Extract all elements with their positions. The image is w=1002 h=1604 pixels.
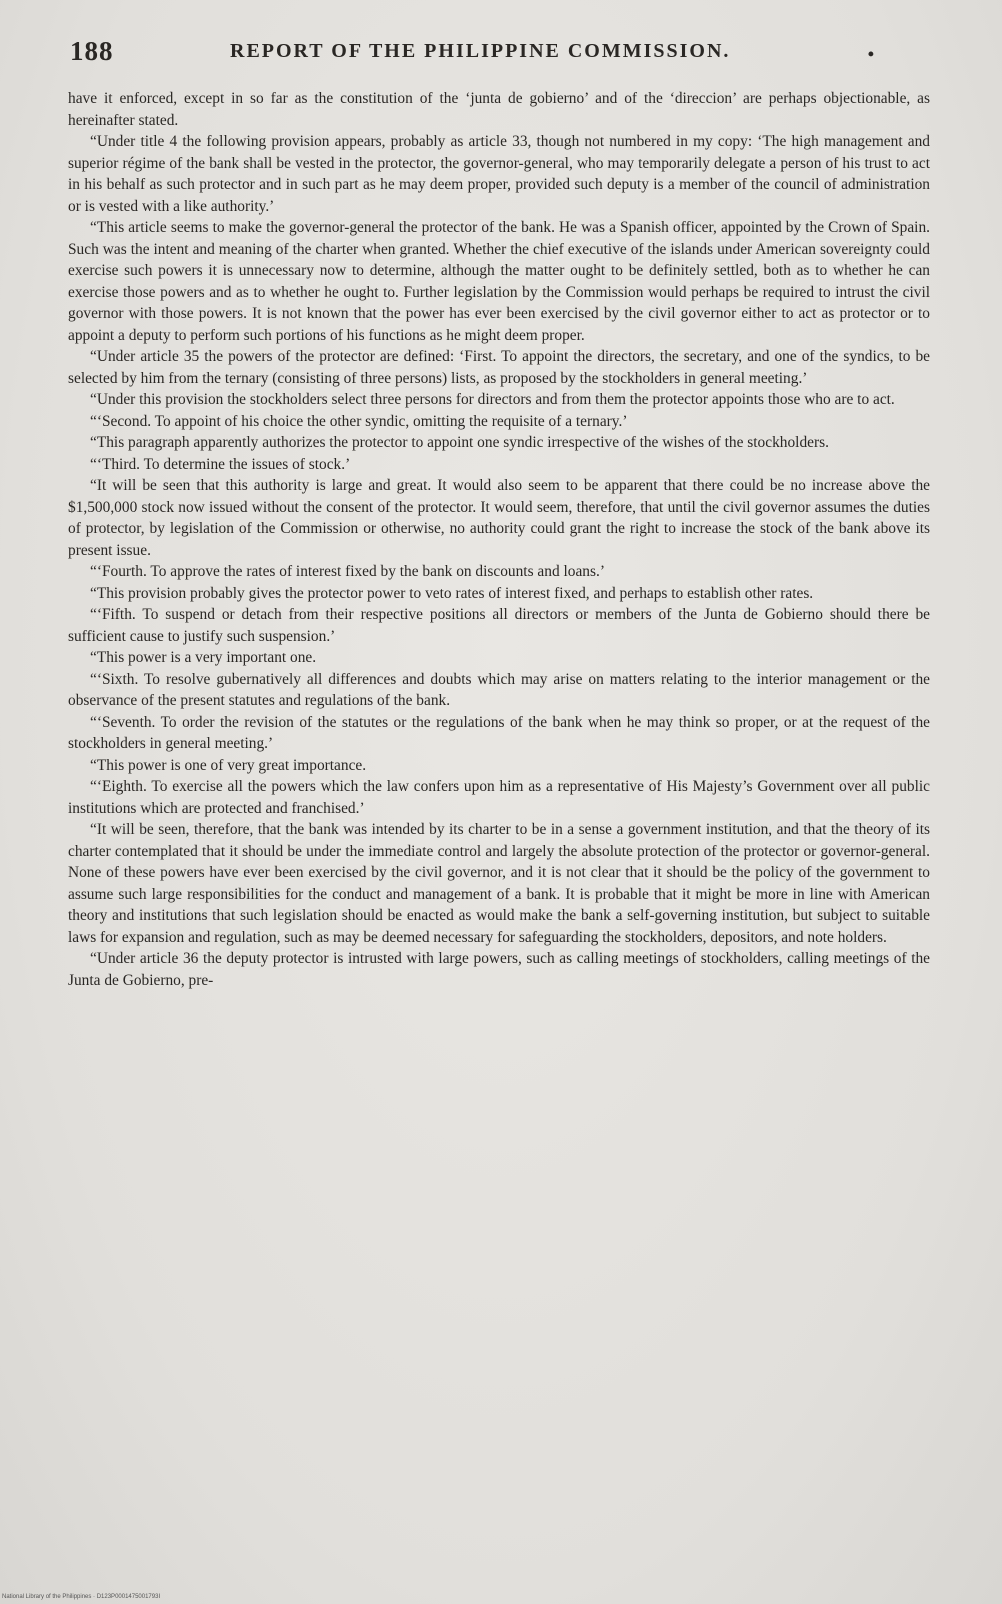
- paragraph-14: “‘Sixth. To resolve gubernatively all differences and doubts which may arise on matters relating to the interior management or the observance of the present statutes and regulations of the bank.: [68, 670, 930, 709]
- paragraph-5: “Under this provision the stockholders select three persons for directors and from them the protector appoints those who are to act.: [90, 391, 895, 408]
- page-header: [70, 36, 940, 76]
- page-number: 188: [70, 36, 114, 66]
- paragraph-4: “Under article 35 the powers of the protector are defined: ‘First. To appoint the directors, the secretary, and one of the syndics, to be selected by him from the ternary (consisting of three persons) lists, as proposed by the stockholders in general meeting.’: [68, 348, 930, 387]
- paragraph-16: “This power is one of very great importance.: [90, 756, 367, 774]
- paragraph-2: “Under title 4 the following provision appears, probably as article 33, though not numbered in my copy: ‘The high management and superior régime of the bank shall be vested in the protector, the governor-general, who may temporarily delegate a person of his trust to act in his behalf as such protector and in such part as he may deem proper, provided such deputy is a member of the council of administration or is vested with a like authority.’: [68, 133, 930, 215]
- paragraph-1: have it enforced, except in so far as the constitution of the ‘junta de gobierno’ and of the ‘direccion’ are perhaps objectionable, as hereinafter stated.: [68, 90, 930, 129]
- scan-footer: National Library of the Philippines · D123P0001475001793I: [2, 1594, 161, 1600]
- paragraph-6: “‘Second. To appoint of his choice the other syndic, omitting the requisite of a ternary.’: [90, 412, 628, 430]
- paragraph-13: “This power is a very important one.: [90, 649, 317, 666]
- paragraph-15: “‘Seventh. To order the revision of the statutes or the regulations of the bank when he may think so proper, or at the request of the stockholders in general meeting.’: [68, 713, 930, 752]
- paragraph-12: “‘Fifth. To suspend or detach from their respective positions all directors or members of the Junta de Gobierno should there be sufficient cause to justify such suspension.’: [68, 606, 930, 645]
- paragraph-10: “‘Fourth. To approve the rates of interest fixed by the bank on discounts and loans.’: [90, 563, 605, 580]
- corner-mark: •: [867, 44, 874, 64]
- body-text: [68, 88, 930, 991]
- paragraph-8: “‘Third. To determine the issues of stock.’: [90, 455, 351, 473]
- paragraph-11: “This provision probably gives the protector power to veto rates of interest fixed, and perhaps to establish other rates.: [90, 584, 814, 602]
- paragraph-18: “It will be seen, therefore, that the bank was intended by its charter to be in a sense a government institution, and that the theory of its charter contemplated that it should be under the immediate control and largely the absolute protection of the protector or governor-general. None of these powers have ever been exercised by the civil governor, and it is not clear that it should be the policy of the government to assume such large responsibilities for the conduct and management of a bank. It is probable that it might be more in line with American theory and institutions that such legislation should be enacted as would make the bank a self-governing institution, but subject to suitable laws for expansion and regulation, such as may be deemed necessary for safeguarding the stockholders, depositors, and note holders.: [68, 821, 930, 946]
- paragraph-3: “This article seems to make the governor-general the protector of the bank. He was a Spanish officer, appointed by the Crown of Spain. Such was the intent and meaning of the charter when granted. Whether the chief executive of the islands under American sovereignty could exercise such powers it is unnecessary now to determine, although the matter ought to be definitely settled, both as to whether he can exercise those powers and as to whether he ought to. Further legislation by the Commission would perhaps be required to intrust the civil governor with those powers. It is not known that the power has ever been exercised by the civil governor either to act as protector or to appoint a deputy to perform such portions of his functions as he might deem proper.: [68, 219, 930, 344]
- paragraph-7: “This paragraph apparently authorizes the protector to appoint one syndic irrespective of the wishes of the stockholders.: [90, 434, 829, 451]
- paragraph-9: “It will be seen that this authority is large and great. It would also seem to be apparent that there could be no increase above the $1,500,000 stock now issued without the consent of the protector. It would seem, therefore, that until the civil governor assumes the duties of protector, by legislation of the Commission or otherwise, no authority could grant the right to increase the stock of the bank above its present issue.: [68, 477, 930, 559]
- running-head: REPORT OF THE PHILIPPINE COMMISSION.: [230, 40, 731, 62]
- paragraph-17: “‘Eighth. To exercise all the powers which the law confers upon him as a representative of His Majesty’s Government over all public institutions which are protected and franchised.’: [68, 778, 930, 817]
- paragraph-19: “Under article 36 the deputy protector is intrusted with large powers, such as calling meetings of stockholders, calling meetings of the Junta de Gobierno, pre-: [68, 950, 930, 989]
